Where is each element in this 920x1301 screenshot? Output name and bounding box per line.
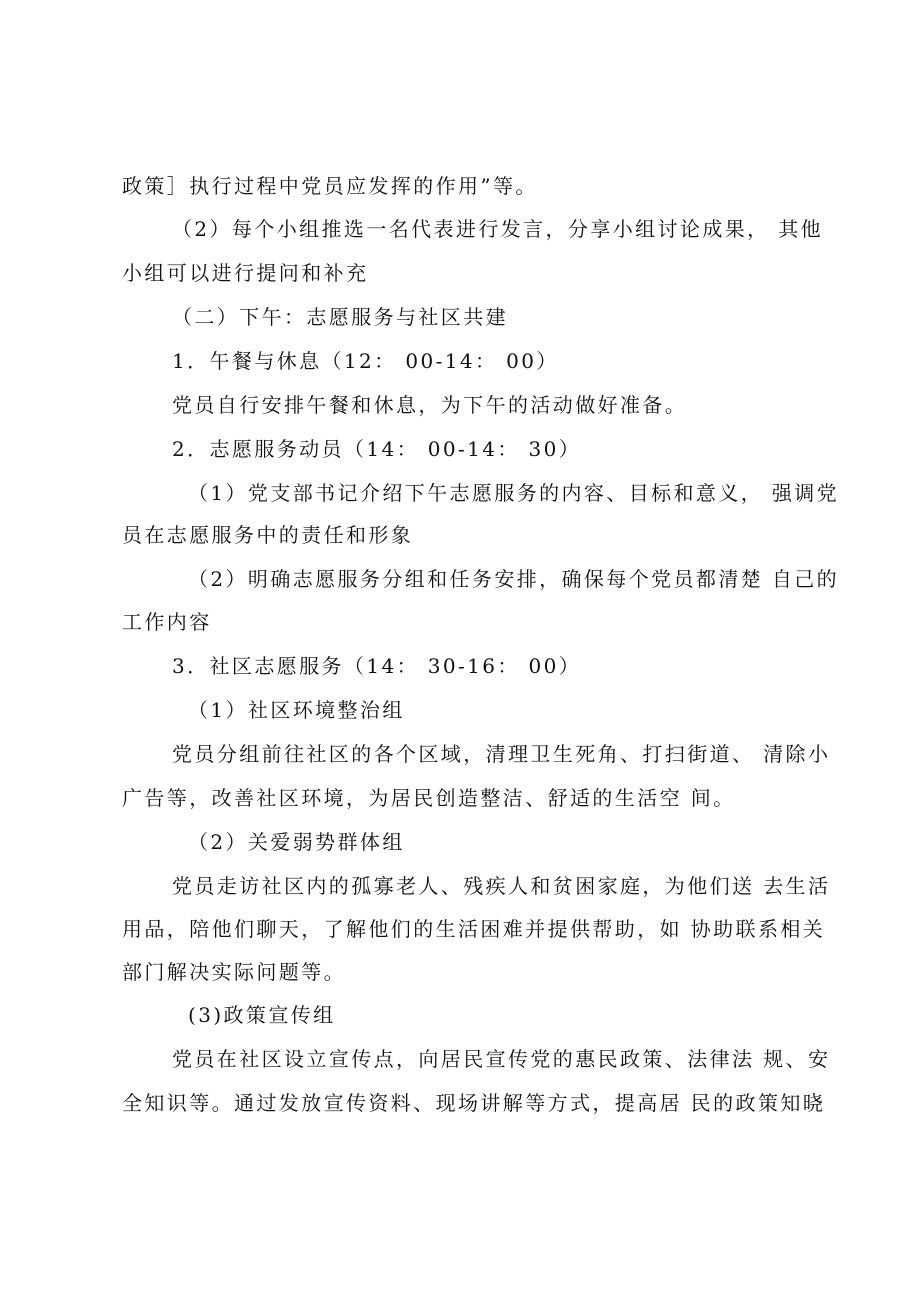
- text-line-10: （2）明确志愿服务分组和任务安排，确保每个党员都清楚 自己的: [188, 567, 840, 591]
- text-line-2: （2）每个小组推选一名代表进行发言，分享小组讨论成果， 其他: [172, 217, 824, 241]
- text-line-15: 广告等，改善社区环境，为居民创造整洁、舒适的生活空 间。: [122, 786, 736, 810]
- text-line-19: 部门解决实际问题等。: [122, 960, 346, 984]
- text-line-8: （1）党支部书记介绍下午志愿服务的内容、目标和意义， 强调党: [188, 481, 840, 505]
- text-line-11: 工作内容: [122, 610, 212, 634]
- text-line-21: 党员在社区设立宣传点，向居民宣传党的惠民政策、法律法 规、安: [172, 1047, 831, 1071]
- item-heading-community-service: 3．社区志愿服务（14： 30-16： 00）: [172, 654, 582, 678]
- subheading-policy-group: (3)政策宣传组: [188, 1003, 336, 1027]
- subheading-environment-group: （1）社区环境整治组: [188, 698, 405, 722]
- section-heading-afternoon: （二）下午：志愿服务与社区共建: [172, 305, 508, 329]
- text-line-1: 政策］执行过程中党员应发挥的作用”等。: [122, 174, 538, 198]
- subheading-care-group: （2）关爱弱势群体组: [188, 830, 405, 854]
- text-line-18: 用品，陪他们聊天，了解他们的生活困难并提供帮助，如 协助联系相关: [122, 917, 826, 941]
- text-line-22: 全知识等。通过发放宣传资料、现场讲解等方式，提高居 民的政策知晓: [122, 1091, 826, 1115]
- text-line-17: 党员走访社区内的孤寡老人、残疾人和贫困家庭，为他们送 去生活: [172, 874, 831, 898]
- text-line-14: 党员分组前往社区的各个区域，清理卫生死角、打扫街道、 清除小: [172, 742, 831, 766]
- text-line-3: 小组可以进行提问和补充: [122, 261, 369, 285]
- item-heading-lunch: 1．午餐与休息（12： 00-14： 00）: [172, 349, 559, 373]
- text-line-6: 党员自行安排午餐和休息，为下午的活动做好准备。: [172, 393, 688, 417]
- item-heading-mobilization: 2．志愿服务动员（14： 00-14： 30）: [172, 437, 582, 461]
- text-line-9: 员在志愿服务中的责任和形象: [122, 523, 414, 547]
